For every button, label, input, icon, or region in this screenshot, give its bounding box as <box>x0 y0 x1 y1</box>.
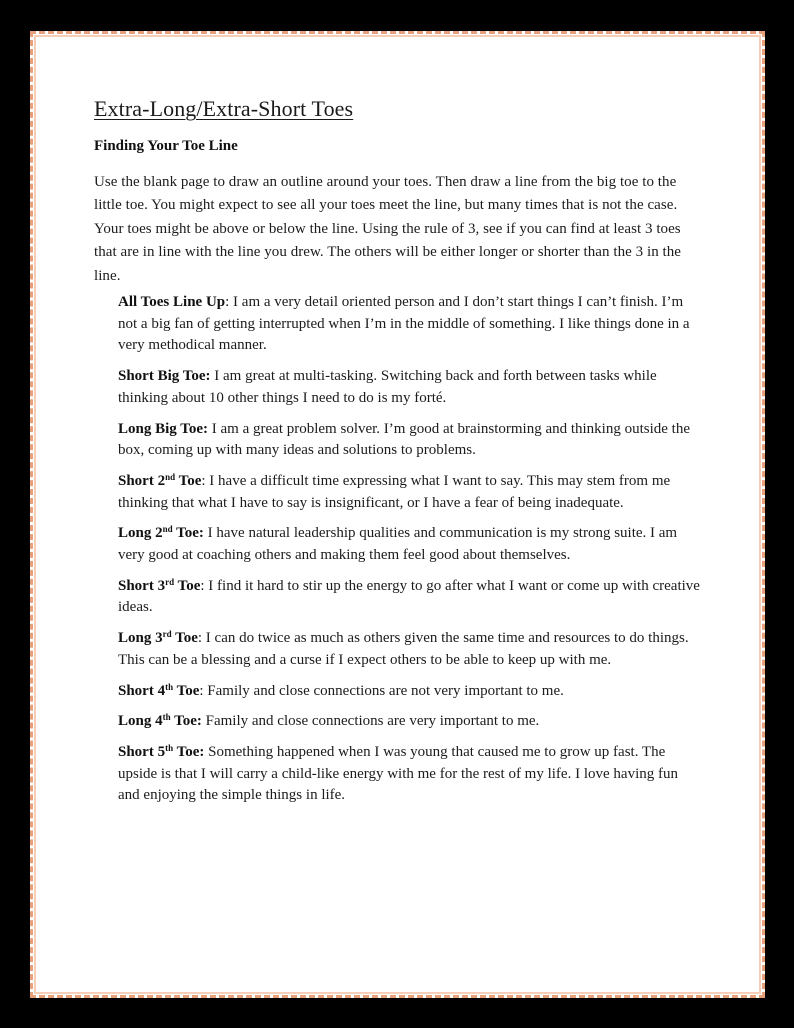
toe-entry: Short 4th Toe: Family and close connections are not very important to me. <box>118 681 564 699</box>
entry-label: Long 2nd Toe: <box>118 524 204 542</box>
entry-text: I am great at multi-tasking. Switching back and forth between tasks while thinking about 10 other things I need to do is my forté. <box>118 368 657 406</box>
entry-label: Short 3rd Toe <box>118 576 201 594</box>
entry-text: I am a great problem solver. I’m good at brainstorming and thinking outside the box, coming up with many ideas and solutions to problems. <box>118 420 691 459</box>
toe-entry: Short 2nd Toe: I have a difficult time expressing what I want to say. This may stem from me thinking that what I have to say is insignificant, or I have a fear of being inadequate. <box>118 471 671 511</box>
toe-entry: Short 3rd Toe: I find it hard to stir up the energy to go after what I want or come up with creative ideas. <box>118 576 700 616</box>
entry-text: Family and close connections are not very important to me. <box>207 682 564 699</box>
entry-label: Short 4th Toe <box>118 681 200 699</box>
entry-text: I have natural leadership qualities and communication is my strong suite. I am very good at coaching others and making them feel good about themselves. <box>118 525 678 564</box>
toe-entries-list <box>118 292 703 816</box>
toe-entry <box>118 711 703 733</box>
section-subtitle: Finding Your Toe Line <box>94 138 238 154</box>
entry-text: Family and close connections are very important to me. <box>205 713 540 730</box>
entry-label: All Toes Line Up <box>118 294 226 310</box>
toe-entry <box>118 742 703 807</box>
toe-entry <box>118 366 703 409</box>
toe-entry: All Toes Line Up: I am a very detail oriented person and I don’t start things I can’t finish. I’m not a big fan of getting interrupted when I’m in the middle of something. I like things done in a very methodical manner. <box>118 294 690 354</box>
entry-label: Short 5th Toe: <box>118 742 205 760</box>
page-title: Extra-Long/Extra-Short Toes <box>94 96 354 121</box>
entry-label: Short Big Toe: <box>118 368 211 385</box>
intro-paragraph: Use the blank page to draw an outline around your toes. Then draw a line from the big toe to the little toe. You might expect to see all your toes meet the line, but many times that is not the case. Your toes might be above or below the line. Using the rule of 3, see if you can find at least 3 toes that are in line with the line you drew. The others will be either longer or shorter than the 3 in the line. <box>94 174 682 284</box>
entry-text: I am a very detail oriented person and I don’t start things I can’t finish. I’m not a big fan of getting interrupted when I’m in the middle of something. I like things done in a very methodical manner. <box>118 294 690 354</box>
entry-text: I have a difficult time expressing what I want to say. This may stem from me thinking that what I have to say is insignificant, or I have a fear of being inadequate. <box>118 472 671 511</box>
entry-text: I find it hard to stir up the energy to go after what I want or come up with creative ideas. <box>118 577 700 616</box>
entry-text: Something happened when I was young that caused me to grow up fast. The upside is that I will carry a child-like energy with me for the rest of my life. I love having fun and enjoying the simple things in life. <box>118 743 678 804</box>
toe-entry <box>118 419 703 462</box>
document-page <box>30 31 765 998</box>
entry-label: Long Big Toe: <box>118 420 209 437</box>
entry-label: Short 2nd Toe <box>118 471 202 489</box>
entry-label: Long 4th Toe: <box>118 712 202 730</box>
toe-entry: Long 3rd Toe: I can do twice as much as others given the same time and resources to do things. This can be a blessing and a curse if I expect others to be able to keep up with me. <box>118 629 689 668</box>
entry-text: I can do twice as much as others given the same time and resources to do things. This can be a blessing and a curse if I expect others to be able to keep up with me. <box>118 630 689 668</box>
entry-label: Long 3rd Toe <box>118 629 198 647</box>
toe-entry <box>118 523 703 566</box>
